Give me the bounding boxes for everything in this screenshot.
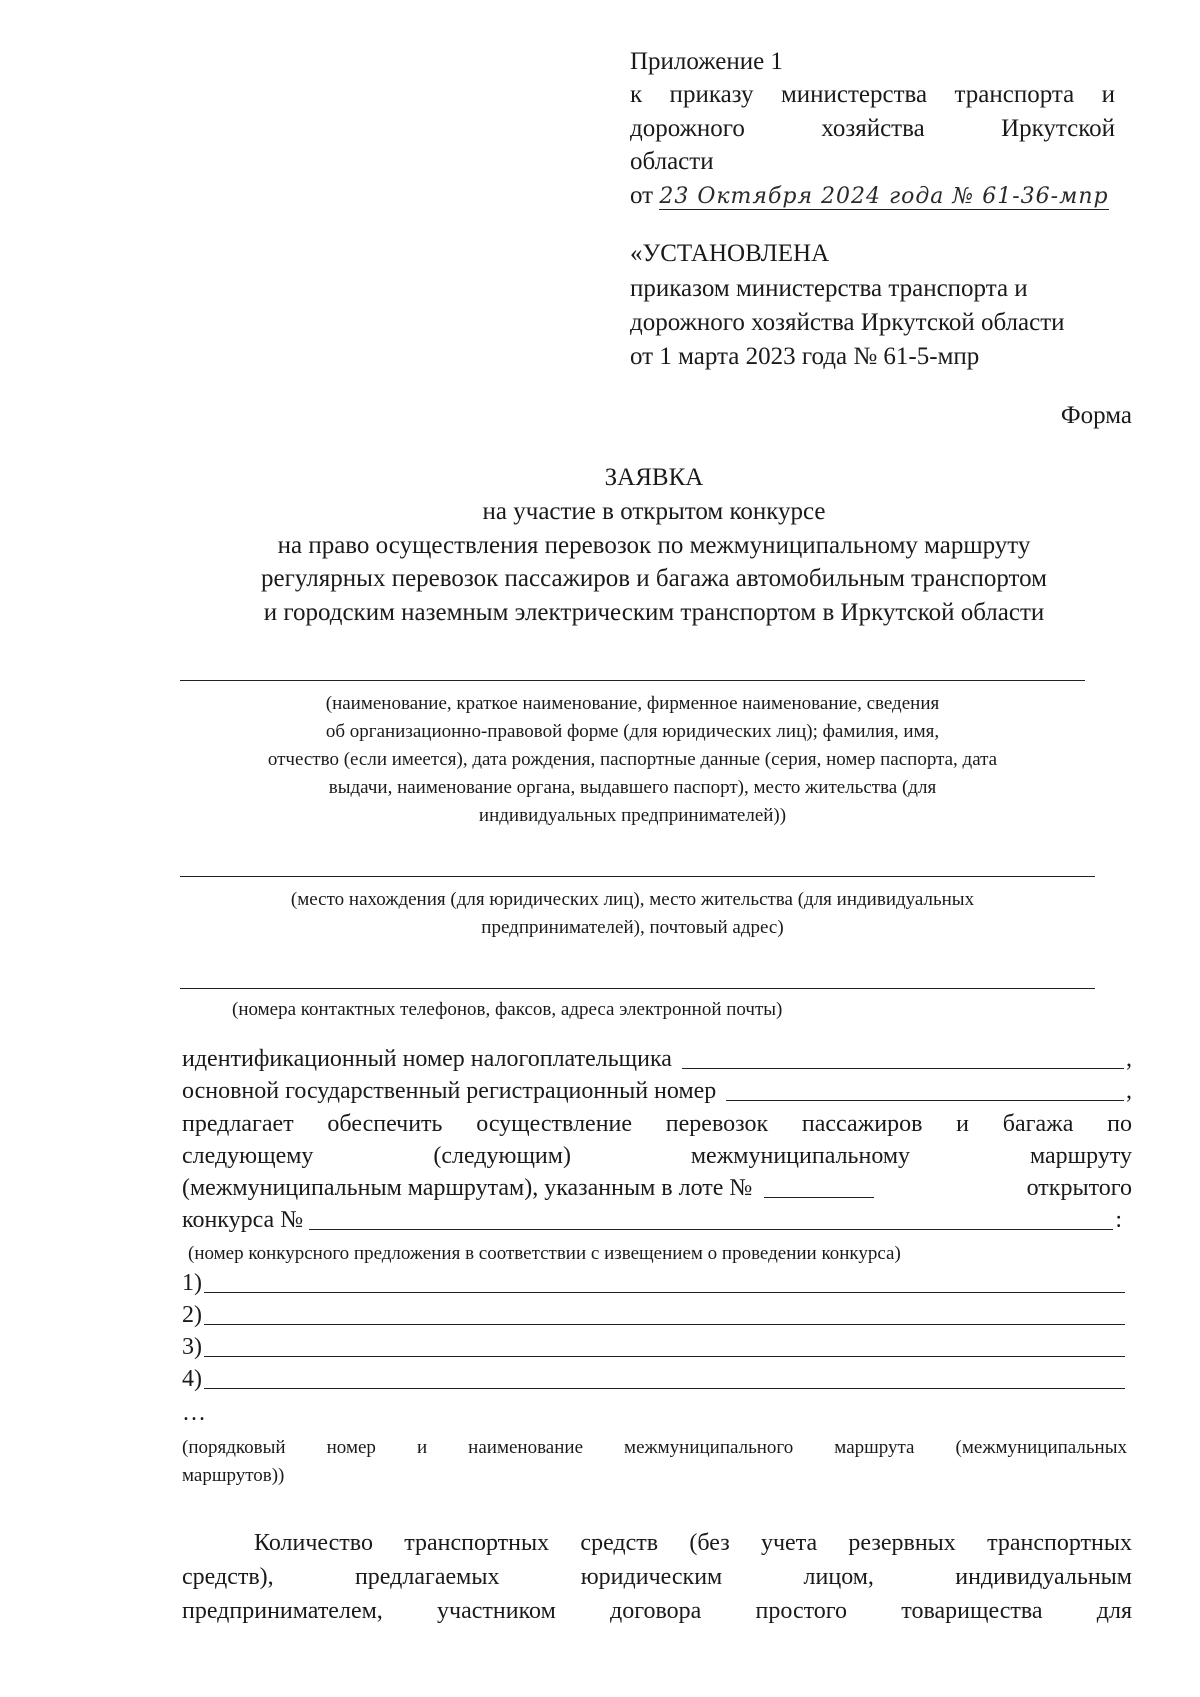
offer-line-3b: открытого (1026, 1175, 1132, 1201)
address-line (180, 876, 1095, 877)
contest-label: конкурса № (182, 1207, 304, 1233)
lot-row (182, 1173, 1132, 1204)
route-field-3[interactable] (204, 1334, 1125, 1357)
date-prefix: от (630, 182, 654, 209)
paragraph-line-1: Количество транспортных средств (без учета резервных транспортных (254, 1530, 1132, 1556)
route-caption-2: маршрутов)) (182, 1465, 285, 1486)
route-field-1[interactable] (204, 1270, 1125, 1293)
title-line-2: на право осуществления перевозок по межмуниципальному маршруту (277, 532, 1031, 559)
offer-line-1: предлагает обеспечить осуществление перевозок пассажиров и багажа по (182, 1111, 1132, 1137)
paragraph-line-3: предпринимателем, участником договора простого товарищества для (182, 1598, 1132, 1624)
ellipsis: … (182, 1400, 206, 1426)
contest-colon: : (1115, 1207, 1122, 1233)
lot-number-field[interactable] (764, 1175, 874, 1198)
route-field-2[interactable] (204, 1302, 1125, 1325)
established-line-4: от 1 марта 2023 года № 61-5-мпр (630, 343, 980, 370)
appendix-line-2: к приказу министерства транспорта и (630, 81, 1115, 108)
title-line-1: на участие в открытом конкурсе (482, 498, 826, 525)
applicant-name-line (180, 680, 1085, 681)
route-field-4[interactable] (204, 1366, 1125, 1389)
caption-name-4: выдачи, наименование органа, выдавшего паспорт), место жительства (для (328, 777, 937, 798)
caption-address-1: (место нахождения (для юридических лиц), место жительства (для индивидуальных (290, 889, 975, 910)
route-row-4 (182, 1364, 1127, 1395)
appendix-date-line (630, 180, 1109, 213)
route-row-3 (182, 1332, 1127, 1363)
appendix-line-4: области (630, 148, 714, 175)
offer-line-2: следующему (следующим) межмуниципальному маршруту (182, 1143, 1132, 1169)
route-number-2: 2) (182, 1302, 202, 1328)
contest-number-field[interactable] (309, 1207, 1113, 1230)
ogrn-label: основной государственный регистрационный номер (182, 1078, 717, 1104)
appendix-line-3: дорожного хозяйства Иркутской (630, 115, 1115, 142)
route-number-3: 3) (182, 1334, 202, 1360)
inn-row (182, 1044, 1132, 1075)
caption-name-2: об организационно-правовой форме (для юридических лиц); фамилия, имя, (325, 721, 940, 742)
caption-name-1: (наименование, краткое наименование, фирменное наименование, сведения (325, 693, 940, 714)
offer-line-3a: (межмуниципальным маршрутам), указанным в лоте № (182, 1175, 753, 1201)
handwritten-date-signature: 23 Октября 2024 года № 61-36-мпр (659, 184, 1109, 209)
title-line-4: и городским наземным электрическим транспортом в Иркутской области (263, 599, 1045, 626)
document-title: ЗАЯВКА (604, 464, 704, 491)
contest-row (182, 1205, 1122, 1236)
inn-comma: , (1126, 1046, 1132, 1072)
form-label: Форма (1060, 402, 1132, 429)
ogrn-row (182, 1076, 1132, 1107)
route-number-1: 1) (182, 1270, 202, 1296)
caption-address-2: предпринимателей), почтовый адрес) (481, 917, 784, 938)
route-row-2 (182, 1300, 1127, 1331)
caption-contacts: (номера контактных телефонов, факсов, адреса электронной почты) (232, 999, 783, 1020)
route-caption-1: (порядковый номер и наименование межмуниципального маршрута (межмуниципальных (182, 1437, 1127, 1458)
ogrn-comma: , (1126, 1078, 1132, 1104)
established-line-3: дорожного хозяйства Иркутской области (630, 309, 1065, 336)
established-line-2: приказом министерства транспорта и (630, 275, 1028, 302)
established-line-1: «УСТАНОВЛЕНА (630, 240, 830, 267)
ogrn-field[interactable] (726, 1078, 1124, 1101)
inn-field[interactable] (682, 1046, 1124, 1069)
contest-caption: (номер конкурсного предложения в соответствии с извещением о проведении конкурса) (188, 1243, 901, 1264)
paragraph-line-2: средств), предлагаемых юридическим лицом, индивидуальным (182, 1564, 1132, 1590)
caption-name-3: отчество (если имеется), дата рождения, паспортные данные (серия, номер паспорта, дата (267, 749, 998, 770)
route-number-4: 4) (182, 1366, 202, 1392)
caption-name-5: индивидуальных предпринимателей)) (478, 805, 787, 826)
inn-label: идентификационный номер налогоплательщика (182, 1046, 672, 1072)
route-row-1 (182, 1268, 1127, 1299)
contacts-line (180, 988, 1095, 989)
title-line-3: регулярных перевозок пассажиров и багажа автомобильным транспортом (261, 565, 1047, 592)
appendix-line-1: Приложение 1 (630, 48, 783, 75)
